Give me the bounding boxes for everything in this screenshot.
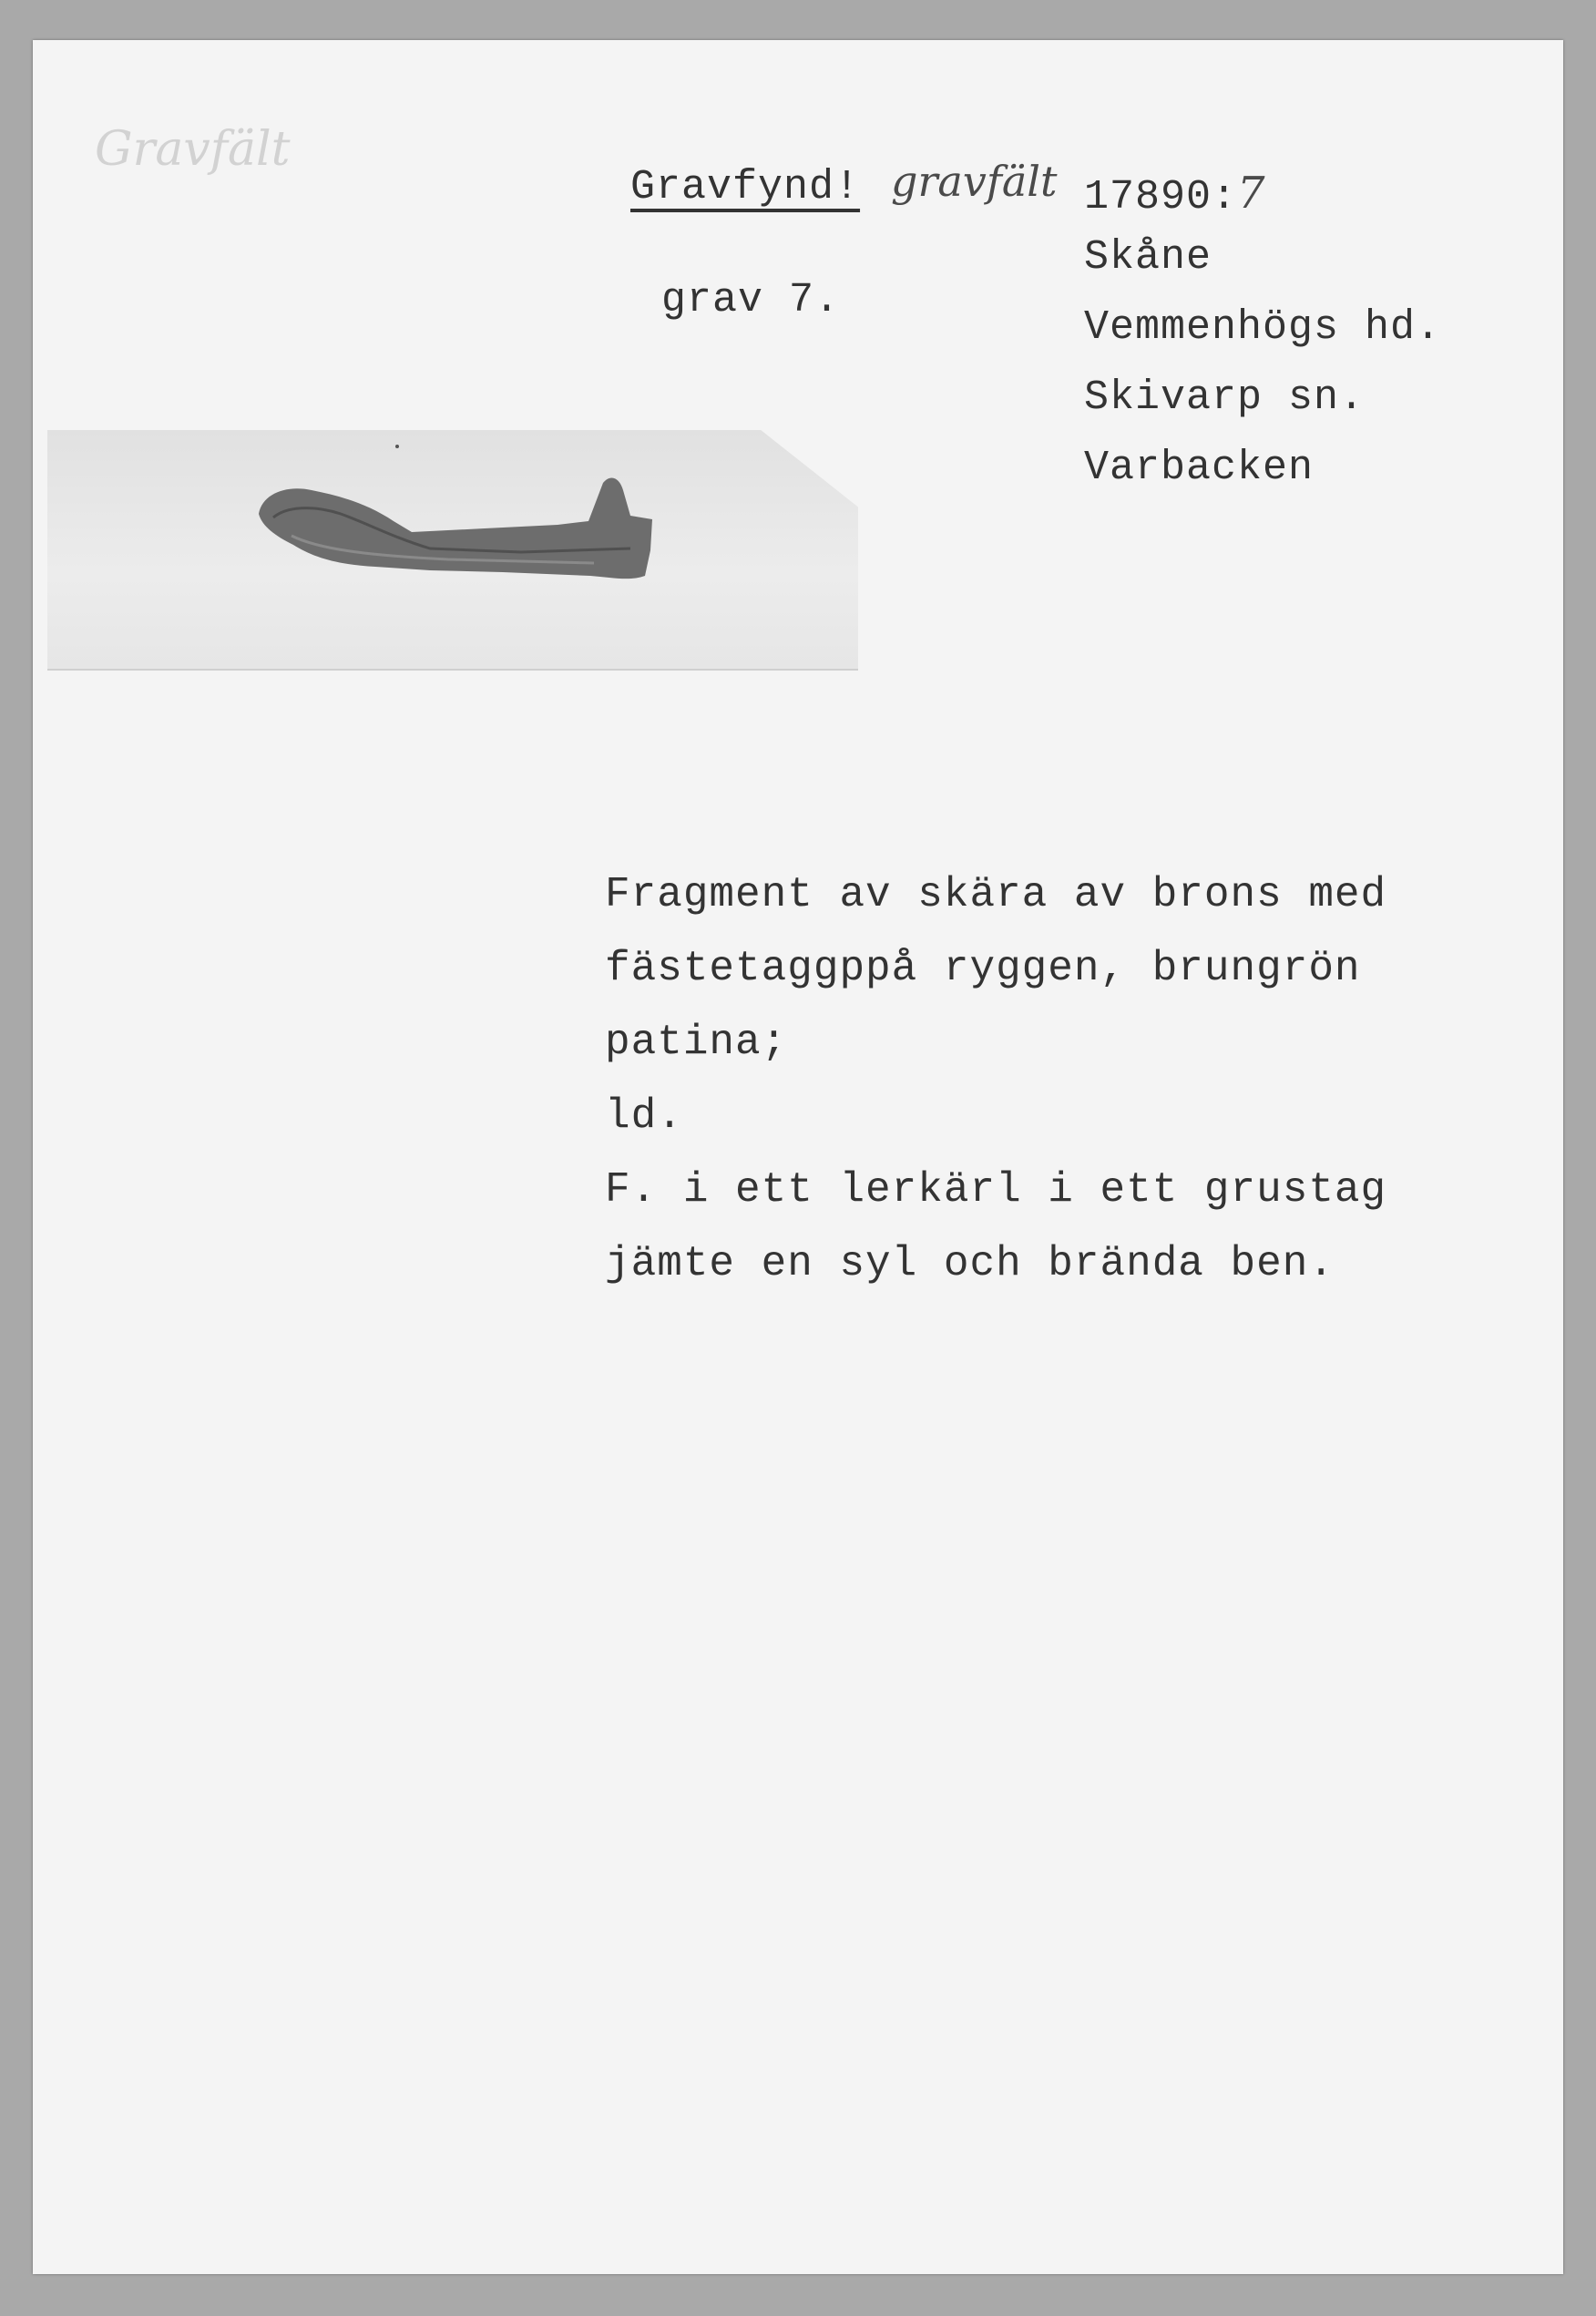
description-line: ld. — [605, 1092, 683, 1140]
category-handwritten: gravfält — [891, 157, 1058, 206]
description-line: patina; — [605, 1019, 788, 1066]
artifact-photo — [47, 430, 858, 671]
location-province: Skåne — [1084, 234, 1212, 281]
find-line: jämte en syl och brända ben. — [605, 1240, 1335, 1287]
catalog-number — [1084, 168, 1266, 220]
find-context-block — [605, 1153, 1386, 1301]
location-site: Varbacken — [1084, 445, 1315, 491]
catalog-number-typed: 17890: — [1084, 174, 1238, 220]
description-block — [605, 858, 1386, 1153]
category-typed: Gravfynd! — [630, 164, 861, 210]
catalog-card — [33, 40, 1563, 2274]
catalog-number-handwritten: 7 — [1237, 168, 1266, 219]
description-line: Fragment av skära av brons med — [605, 871, 1387, 918]
faint-handwriting: Gravfält — [95, 122, 291, 177]
grave-number: grav 7. — [661, 277, 841, 323]
location-block — [1084, 222, 1441, 503]
location-parish: Skivarp sn. — [1084, 374, 1366, 421]
description-line: fästetaggppå ryggen, brungrön — [605, 945, 1361, 992]
find-line: F. i ett lerkärl i ett grustag — [605, 1166, 1387, 1214]
location-district: Vemmenhögs hd. — [1084, 304, 1442, 351]
bronze-sickle-fragment-photo — [47, 430, 858, 669]
